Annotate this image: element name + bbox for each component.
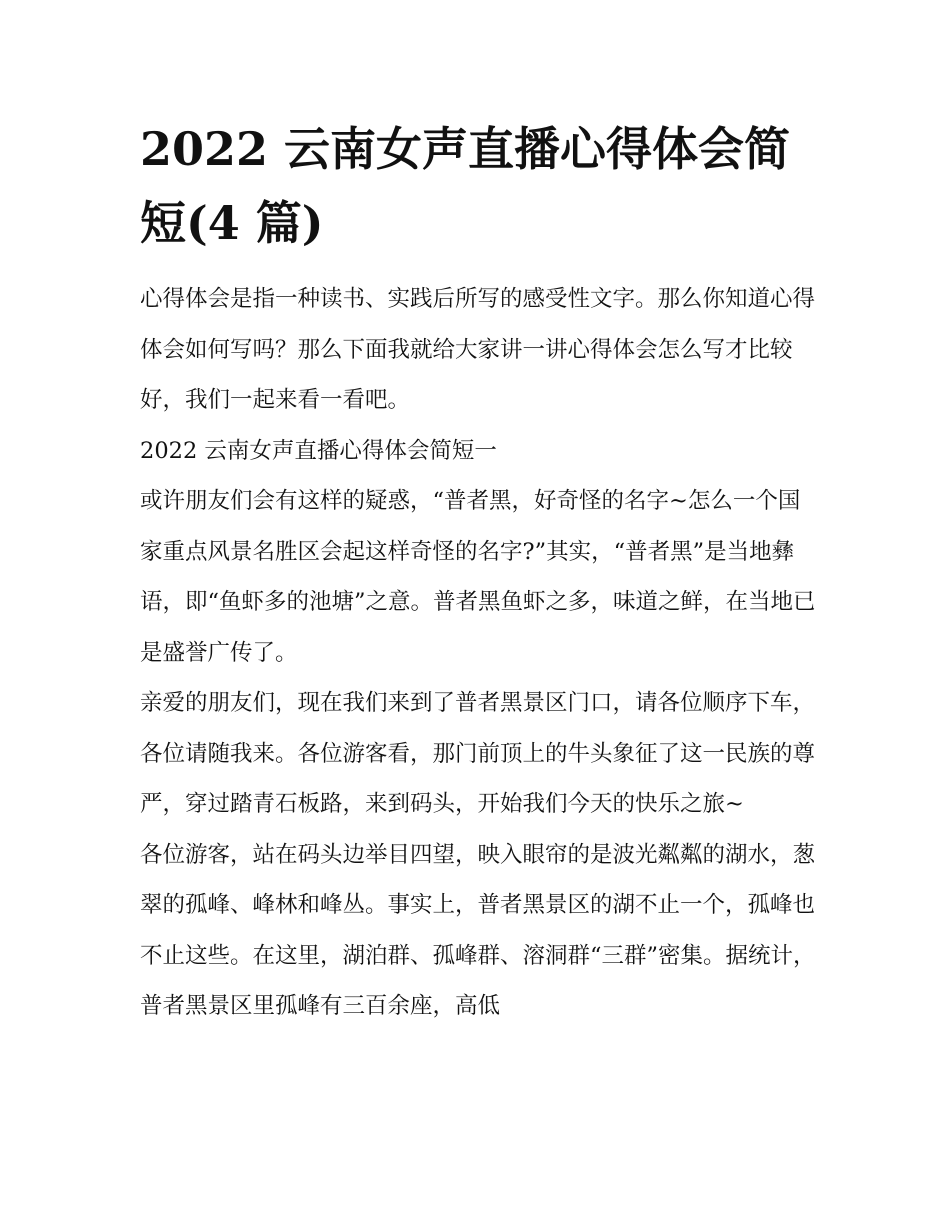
section-heading: 2022 云南女声直播心得体会简短一 — [140, 437, 497, 464]
body-paragraph: 各位游客，站在码头边举目四望，映入眼帘的是波光粼粼的湖水，葱翠的孤峰、峰林和峰丛。事实上，普者黑景区的湖不止一个，孤峰也不止这些。在这里，湖泊群、孤峰群、溶洞群“三群”密集。据统计，普者黑景区里孤峰有三百余座，高低 — [140, 841, 816, 1019]
title-line-2: 短(4 篇) — [140, 196, 324, 250]
document-title — [140, 112, 816, 260]
title-line-1: 2022 云南女声直播心得体会简 — [140, 122, 791, 176]
body-paragraph: 或许朋友们会有这样的疑惑，“普者黑，好奇怪的名字~怎么一个国家重点风景名胜区会起这样奇怪的名字?”其实，“普者黑”是当地彝语，即“鱼虾多的池塘”之意。普者黑鱼虾之多，味道之鲜，在当地已是盛誉广传了。 — [140, 488, 816, 666]
body-paragraph: 亲爱的朋友们，现在我们来到了普者黑景区门口，请各位顺序下车，各位请随我来。各位游客看，那门前顶上的牛头象征了这一民族的尊严，穿过踏青石板路，来到码头，开始我们今天的快乐之旅~ — [140, 690, 816, 817]
document-page — [140, 112, 816, 1032]
intro-paragraph: 心得体会是指一种读书、实践后所写的感受性文字。那么你知道心得体会如何写吗？那么下面我就给大家讲一讲心得体会怎么写才比较好，我们一起来看一看吧。 — [140, 286, 816, 413]
